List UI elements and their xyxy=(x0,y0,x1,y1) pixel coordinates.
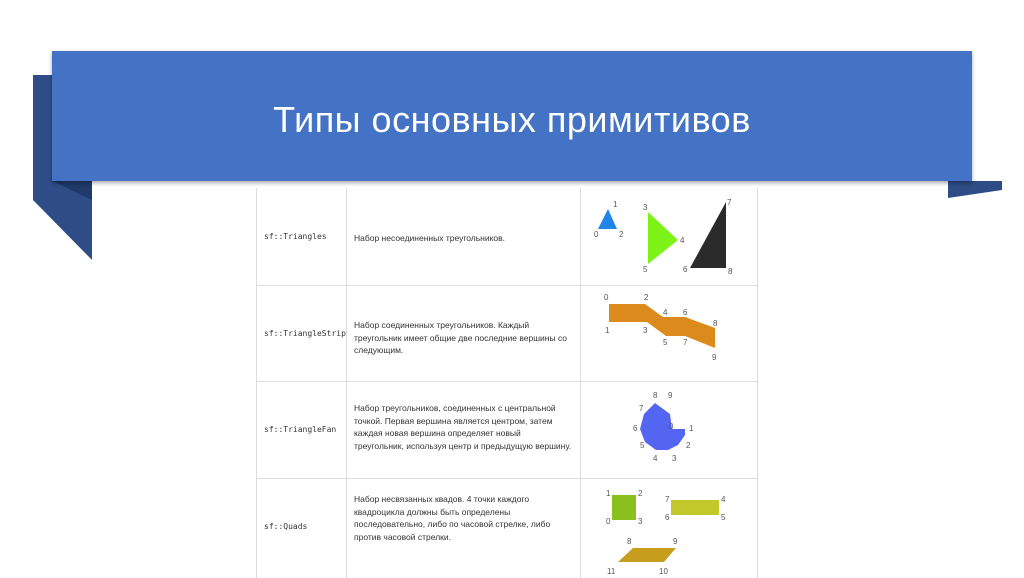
vertex-label: 2 xyxy=(619,230,624,239)
vertex-label: 4 xyxy=(663,308,668,317)
triangle-strip-diagram xyxy=(582,285,758,381)
vertex-label: 8 xyxy=(713,319,718,328)
vertex-label: 3 xyxy=(643,326,648,335)
vertex-label: 10 xyxy=(659,567,668,576)
vertex-label: 5 xyxy=(640,441,645,450)
primitives-table xyxy=(256,188,758,578)
table-row xyxy=(256,188,758,286)
primitive-description: Набор треугольников, соединенных с центральной точкой. Первая вершина является центром, затем каждая новая вершина определяет новый треугольник, используя центр и предыдущую вершину. xyxy=(354,403,572,451)
vertex-label: 8 xyxy=(728,267,733,276)
vertex-label: 2 xyxy=(638,489,643,498)
slide-title: Типы основных примитивов xyxy=(273,99,751,140)
vertex-label: 0 xyxy=(606,517,611,526)
vertex-label: 5 xyxy=(663,338,668,347)
triangle-fan-diagram xyxy=(582,381,758,478)
table-row xyxy=(256,478,758,578)
primitive-description: Набор несвязанных квадов. 4 точки каждого квадроцикла должны быть определены последовательно, либо по часовой стрелке, либо против часовой стрелки. xyxy=(354,494,551,542)
primitive-name: sf::Quads xyxy=(264,522,308,531)
vertex-label: 3 xyxy=(638,517,643,526)
primitive-description: Набор несоединенных треугольников. xyxy=(354,233,506,243)
vertex-label: 6 xyxy=(633,424,638,433)
vertex-label: 4 xyxy=(653,454,658,463)
vertex-label: 3 xyxy=(672,454,677,463)
vertex-label: 8 xyxy=(627,537,632,546)
vertex-label: 11 xyxy=(607,567,616,576)
vertex-label: 8 xyxy=(653,391,658,400)
vertex-label: 1 xyxy=(606,489,611,498)
vertex-label: 6 xyxy=(665,513,670,522)
vertex-label: 1 xyxy=(613,200,618,209)
vertex-label: 9 xyxy=(712,353,717,362)
vertex-label: 7 xyxy=(727,198,732,207)
vertex-label: 4 xyxy=(680,236,685,245)
vertex-label: 2 xyxy=(644,293,649,302)
vertex-label: 7 xyxy=(683,338,688,347)
vertex-label: 2 xyxy=(686,441,691,450)
vertex-label: 9 xyxy=(673,537,678,546)
primitive-name: sf::TriangleFan xyxy=(264,425,337,434)
vertex-label: 5 xyxy=(721,513,726,522)
primitive-name: sf::Triangles xyxy=(264,232,327,241)
triangles-diagram xyxy=(582,188,758,285)
quads-diagram xyxy=(582,478,758,578)
table-row xyxy=(256,381,758,479)
vertex-label: 5 xyxy=(643,265,648,274)
vertex-label: 6 xyxy=(683,308,688,317)
vertex-label: 0 xyxy=(594,230,599,239)
vertex-label: 7 xyxy=(665,495,670,504)
title-banner xyxy=(52,51,972,181)
vertex-label: 9 xyxy=(668,391,673,400)
vertex-label: 1 xyxy=(605,326,610,335)
vertex-label: 6 xyxy=(683,265,688,274)
vertex-label: 7 xyxy=(639,404,644,413)
vertex-label: 0 xyxy=(604,293,609,302)
vertex-label: 4 xyxy=(721,495,726,504)
vertex-label: 0 xyxy=(669,422,674,431)
primitive-description: Набор соединенных треугольников. Каждый треугольник имеет общие две последние вершины со следующим. xyxy=(354,320,568,355)
primitive-name: sf::TriangleStrip xyxy=(264,329,346,338)
vertex-label: 1 xyxy=(689,424,694,433)
table-row xyxy=(256,285,758,382)
vertex-label: 3 xyxy=(643,203,648,212)
